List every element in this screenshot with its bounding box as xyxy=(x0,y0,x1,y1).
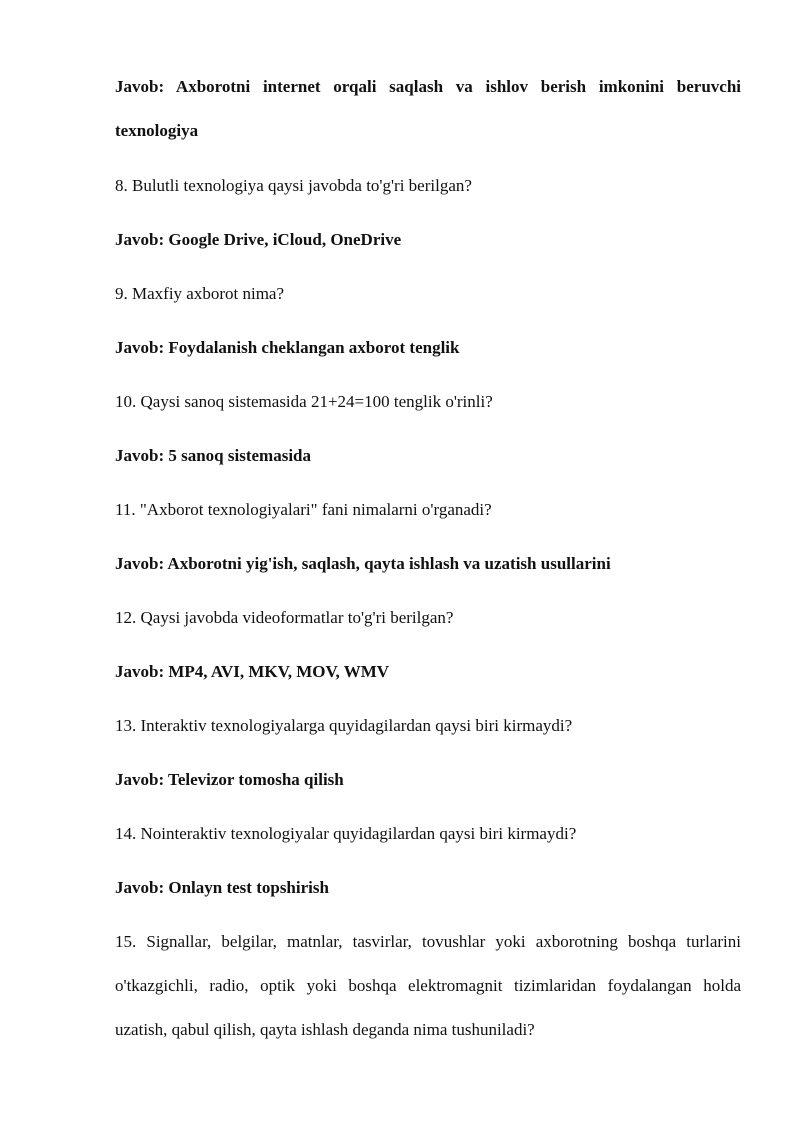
question-line: 8. Bulutli texnologiya qaysi javobda to'g'ri berilgan? xyxy=(115,176,472,195)
answer-line: texnologiya xyxy=(115,121,199,140)
answer-line: Javob: Google Drive, iCloud, OneDrive xyxy=(115,230,402,249)
answer-line: Javob: Onlayn test topshirish xyxy=(115,878,329,897)
question-line: 12. Qaysi javobda videoformatlar to'g'ri berilgan? xyxy=(115,608,454,627)
answer-line: Javob: Axborotni internet orqali saqlash va ishlov berish imkonini beruvchi xyxy=(115,77,741,96)
answer-line: Javob: Foydalanish cheklangan axborot tenglik xyxy=(115,338,460,357)
question-line: 11. "Axborot texnologiyalari" fani nimalarni o'rganadi? xyxy=(115,500,492,519)
question-line: 10. Qaysi sanoq sistemasida 21+24=100 tenglik o'rinli? xyxy=(115,392,493,411)
question-line: uzatish, qabul qilish, qayta ishlash deganda nima tushuniladi? xyxy=(115,1020,535,1039)
question-line: o'tkazgichli, radio, optik yoki boshqa elektromagnit tizimlaridan foydalangan holda xyxy=(115,976,741,995)
question-line: 13. Interaktiv texnologiyalarga quyidagilardan qaysi biri kirmaydi? xyxy=(115,716,573,735)
question-line: 14. Nointeraktiv texnologiyalar quyidagilardan qaysi biri kirmaydi? xyxy=(115,824,577,843)
question-line: 9. Maxfiy axborot nima? xyxy=(115,284,285,303)
answer-line: Javob: 5 sanoq sistemasida xyxy=(115,446,312,465)
question-line: 15. Signallar, belgilar, matnlar, tasvirlar, tovushlar yoki axborotning boshqa turlarini xyxy=(115,932,741,951)
answer-line: Javob: Televizor tomosha qilish xyxy=(115,770,344,789)
answer-line: Javob: Axborotni yig'ish, saqlash, qayta ishlash va uzatish usullarini xyxy=(115,554,611,573)
answer-line: Javob: MP4, AVI, MKV, MOV, WMV xyxy=(115,662,390,681)
